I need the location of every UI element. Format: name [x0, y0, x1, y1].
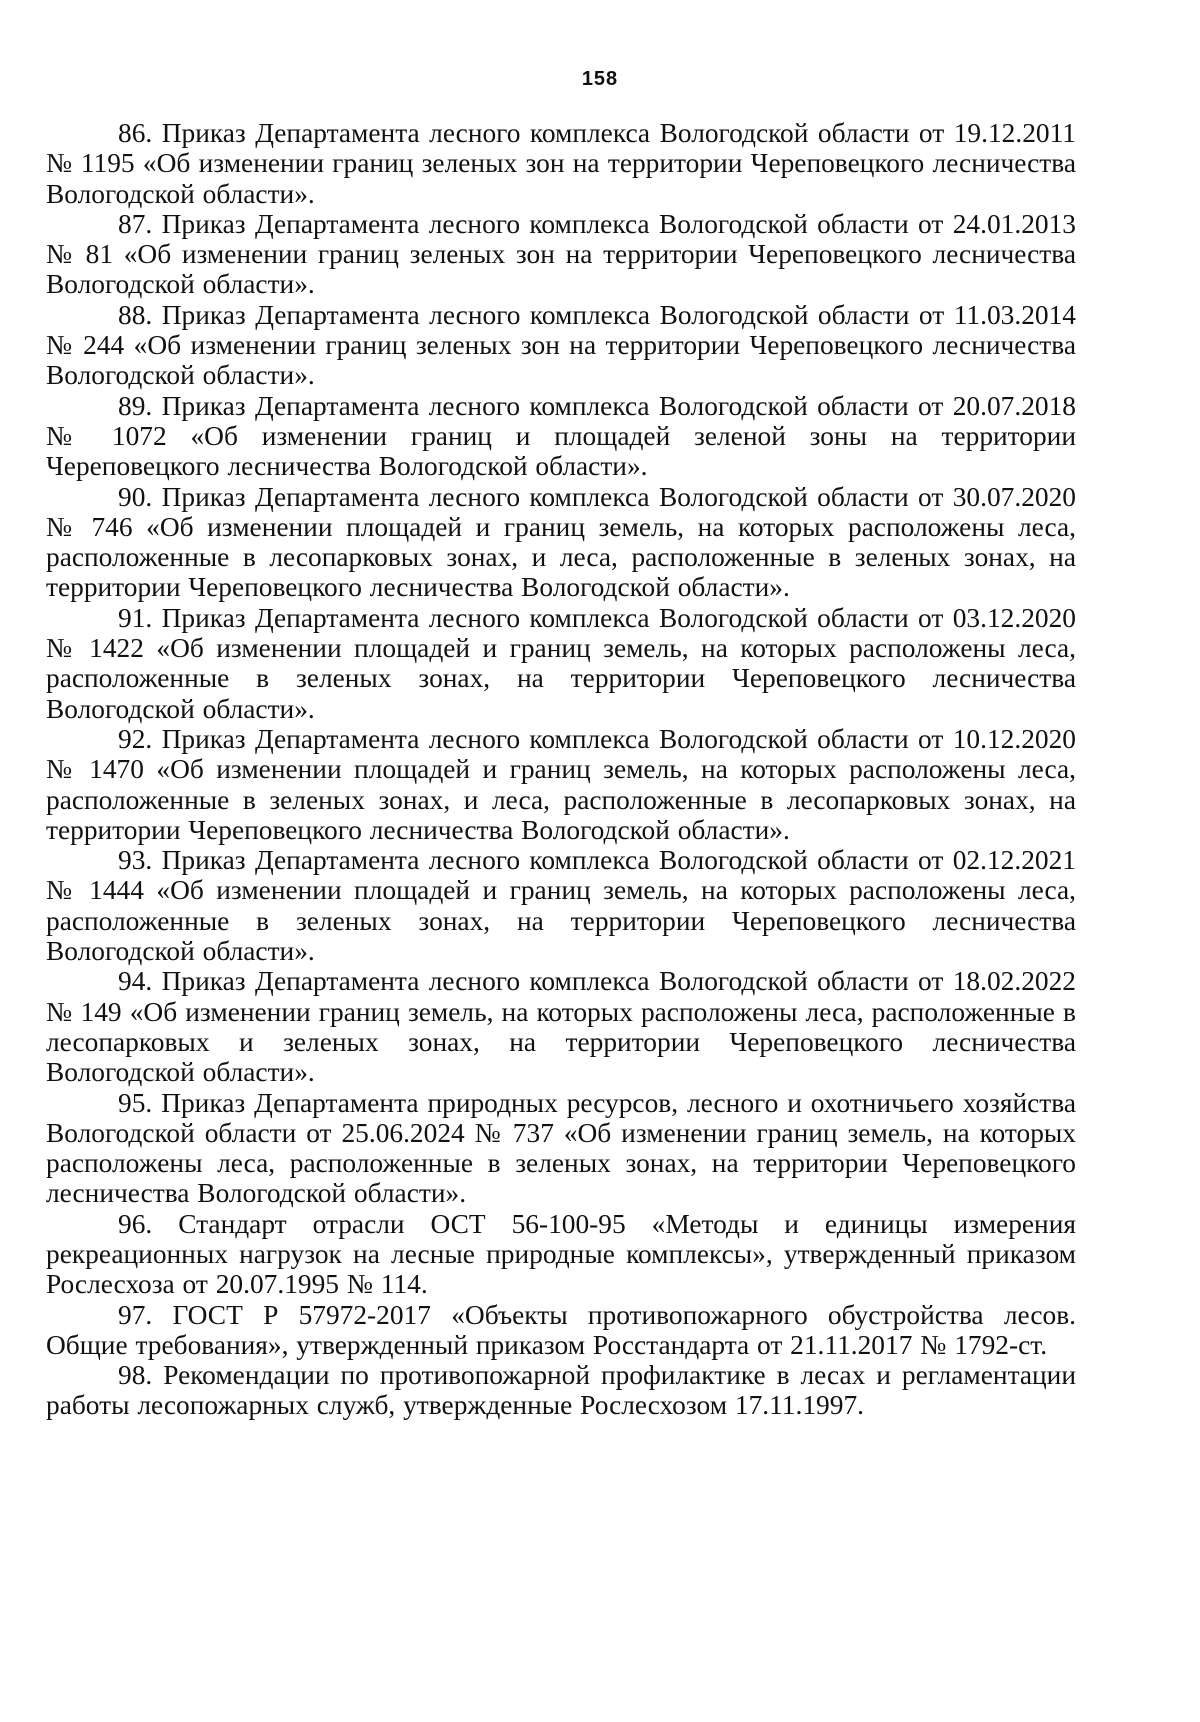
item-number: 89. — [118, 390, 153, 421]
item-text: Приказ Департамента лесного комплекса Вологодской области от 30.07.2020 № 746 «Об изменении площадей и границ земель, на которых расположены леса, расположенные в лесопарковых зонах, и леса, расположенные в зеленых зонах, на территории Череповецкого лесничества Вологодской области». — [46, 481, 1076, 603]
item-number: 98. — [118, 1360, 153, 1391]
list-item — [46, 1300, 1076, 1361]
item-text: Приказ Департамента лесного комплекса Вологодской области от 02.12.2021 № 1444 «Об изменении площадей и границ земель, на которых расположены леса, расположенные в зеленых зонах, на территории Череповецкого лесничества Вологодской области». — [46, 845, 1076, 967]
item-text: Приказ Департамента лесного комплекса Вологодской области от 03.12.2020 № 1422 «Об изменении площадей и границ земель, на которых расположены леса, расположенные в зеленых зонах, на территории Череповецкого лесничества Вологодской области». — [46, 602, 1076, 724]
list-item — [46, 603, 1076, 724]
list-item — [46, 966, 1076, 1087]
item-number: 97. — [118, 1299, 153, 1330]
list-item — [46, 118, 1076, 209]
item-number: 96. — [118, 1208, 153, 1239]
item-text: Стандарт отрасли ОСТ 56-100-95 «Методы и единицы измерения рекреационных нагрузок на лесные природные комплексы», утвержденный приказом Рослесхоза от 20.07.1995 № 114. — [46, 1208, 1076, 1300]
item-number: 87. — [118, 208, 153, 239]
item-number: 90. — [118, 481, 153, 512]
list-item — [46, 482, 1076, 603]
item-number: 88. — [118, 299, 153, 330]
page-number: 158 — [581, 68, 619, 90]
item-number: 95. — [118, 1087, 153, 1118]
list-item — [46, 209, 1076, 300]
item-text: Приказ Департамента лесного комплекса Вологодской области от 11.03.2014 № 244 «Об изменении границ зеленых зон на территории Череповецкого лесничества Вологодской области». — [46, 299, 1076, 391]
list-item — [46, 724, 1076, 845]
list-item — [46, 1209, 1076, 1300]
item-number: 93. — [118, 845, 153, 876]
item-number: 91. — [118, 602, 153, 633]
item-number: 86. — [118, 118, 153, 148]
item-text: Приказ Департамента лесного комплекса Вологодской области от 20.07.2018 № 1072 «Об изменении границ и площадей зеленой зоны на территории Череповецкого лесничества Вологодской области». — [46, 390, 1076, 482]
item-text: ГОСТ Р 57972-2017 «Объекты противопожарного обустройства лесов. Общие требования», утвержденный приказом Росстандарта от 21.11.2017 № 1792-ст. — [46, 1299, 1076, 1360]
item-text: Приказ Департамента лесного комплекса Вологодской области от 19.12.2011 № 1195 «Об изменении границ зеленых зон на территории Череповецкого лесничества Вологодской области». — [46, 118, 1076, 209]
reference-list — [46, 118, 1076, 1421]
list-item — [46, 300, 1076, 391]
item-number: 92. — [118, 723, 153, 754]
item-text: Рекомендации по противопожарной профилактике в лесах и регламентации работы лесопожарных служб, утвержденные Рослесхозом 17.11.1997. — [46, 1360, 1076, 1421]
item-text: Приказ Департамента лесного комплекса Вологодской области от 24.01.2013 № 81 «Об изменении границ зеленых зон на территории Череповецкого лесничества Вологодской области». — [46, 208, 1076, 300]
item-text: Приказ Департамента лесного комплекса Вологодской области от 10.12.2020 № 1470 «Об изменении площадей и границ земель, на которых расположены леса, расположенные в зеленых зонах, и леса, расположенные в лесопарковых зонах, на территории Череповецкого лесничества Вологодской области». — [46, 723, 1076, 845]
item-number: 94. — [118, 966, 153, 997]
item-text: Приказ Департамента лесного комплекса Вологодской области от 18.02.2022 № 149 «Об изменении границ земель, на которых расположены леса, расположенные в лесопарковых и зеленых зонах, на территории Череповецкого лесничества Вологодской области». — [46, 966, 1076, 1088]
list-item — [46, 845, 1076, 966]
list-item — [46, 1088, 1076, 1209]
list-item — [46, 391, 1076, 482]
list-item — [46, 1360, 1076, 1421]
item-text: Приказ Департамента природных ресурсов, лесного и охотничьего хозяйства Вологодской области от 25.06.2024 № 737 «Об изменении границ земель, на которых расположены леса, расположенные в зеленых зонах, на территории Череповецкого лесничества Вологодской области». — [46, 1087, 1076, 1209]
